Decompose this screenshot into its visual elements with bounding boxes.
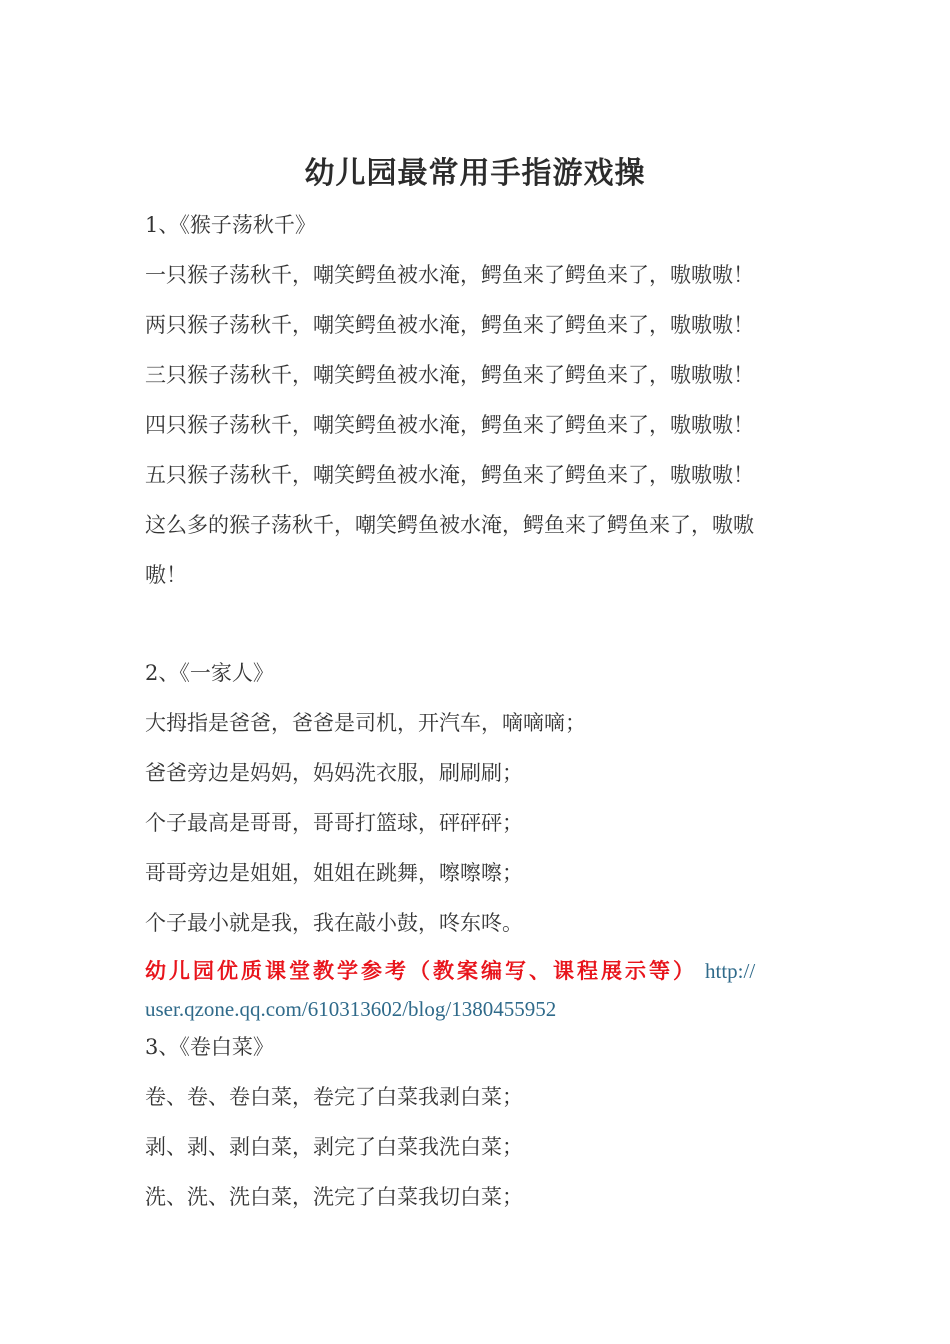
section2-line: 哥哥旁边是姐姐，姐姐在跳舞，嚓嚓嚓； bbox=[145, 861, 523, 885]
section2-line: 爸爸旁边是妈妈，妈妈洗衣服，刷刷刷； bbox=[145, 761, 523, 785]
section2-line: 个子最小就是我，我在敲小鼓，咚东咚。 bbox=[145, 911, 523, 935]
promo-banner bbox=[145, 956, 825, 986]
section1-line: 四只猴子荡秋千，嘲笑鳄鱼被水淹，鳄鱼来了鳄鱼来了，嗷嗷嗷！ bbox=[145, 413, 754, 437]
section3-line: 洗、洗、洗白菜，洗完了白菜我切白菜； bbox=[145, 1185, 523, 1209]
section3-line: 剥、剥、剥白菜，剥完了白菜我洗白菜； bbox=[145, 1135, 523, 1159]
promo-link[interactable]: http:// bbox=[705, 959, 756, 983]
section2-heading: 2、《一家人》 bbox=[145, 661, 274, 685]
section1-line: 这么多的猴子荡秋千，嘲笑鳄鱼被水淹，鳄鱼来了鳄鱼来了，嗷嗷 bbox=[145, 513, 754, 537]
section3-heading: 3、《卷白菜》 bbox=[145, 1035, 274, 1059]
section1-line: 三只猴子荡秋千，嘲笑鳄鱼被水淹，鳄鱼来了鳄鱼来了，嗷嗷嗷！ bbox=[145, 363, 754, 387]
section1-line: 五只猴子荡秋千，嘲笑鳄鱼被水淹，鳄鱼来了鳄鱼来了，嗷嗷嗷！ bbox=[145, 463, 754, 487]
section1-line: 两只猴子荡秋千，嘲笑鳄鱼被水淹，鳄鱼来了鳄鱼来了，嗷嗷嗷！ bbox=[145, 313, 754, 337]
section2-line: 个子最高是哥哥，哥哥打篮球，砰砰砰； bbox=[145, 811, 523, 835]
promo-text: 幼儿园优质课堂教学参考（教案编写、课程展示等） bbox=[145, 959, 697, 983]
section1-heading: 1、《猴子荡秋千》 bbox=[145, 213, 316, 237]
document-title: 幼儿园最常用手指游戏操 bbox=[304, 156, 646, 191]
section2-line: 大拇指是爸爸，爸爸是司机，开汽车，嘀嘀嘀； bbox=[145, 711, 586, 735]
section1-line: 嗷！ bbox=[145, 563, 187, 587]
section1-line: 一只猴子荡秋千，嘲笑鳄鱼被水淹，鳄鱼来了鳄鱼来了，嗷嗷嗷！ bbox=[145, 263, 754, 287]
promo-link-continued[interactable]: user.qzone.qq.com/610313602/blog/1380455952 bbox=[145, 997, 557, 1021]
section3-line: 卷、卷、卷白菜，卷完了白菜我剥白菜； bbox=[145, 1085, 523, 1109]
